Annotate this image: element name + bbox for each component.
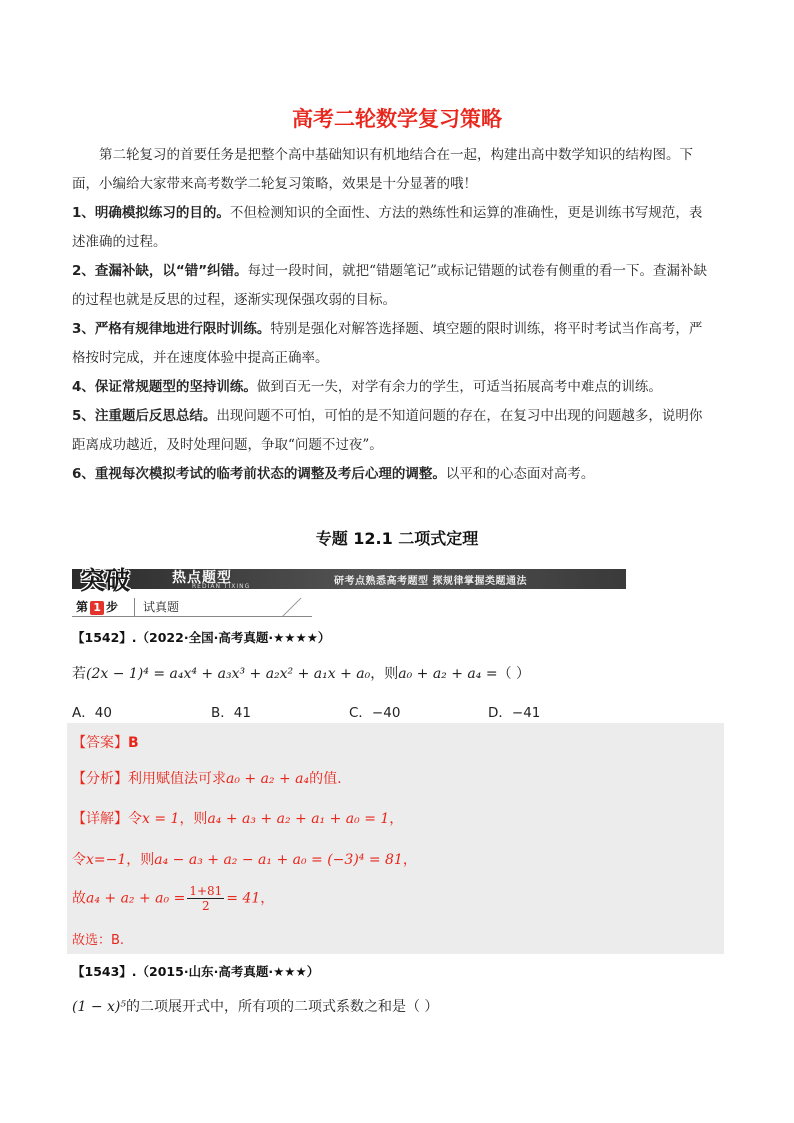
answer-value: B <box>128 735 139 751</box>
detail-line-2: 令x=−1，则a₄ − a₃ + a₂ − a₁ + a₀ = (−3)⁴ = 81， <box>72 852 417 868</box>
strategy-item-2-cont: 的过程也就是反思的过程，逐渐实现保强攻弱的目标。 <box>72 292 396 308</box>
strategy-item-1: 1、明确模拟练习的目的。不但检测知识的全面性、方法的熟练性和运算的准确性，更是训练书写规范，表 <box>72 205 703 221</box>
strategy-item-4: 4、保证常规题型的坚持训练。做到百无一失，对学有余力的学生，可适当拓展高考中难点的训练。 <box>72 379 662 395</box>
problem-1-equation: (2x − 1)⁴ = a₄x⁴ + a₃x³ + a₂x² + a₁x + a₀ <box>86 666 371 682</box>
step-divider <box>272 598 312 616</box>
choice-c: C．−40 <box>349 705 401 721</box>
problem-1-ask: a₀ + a₂ + a₄ = <box>398 666 498 682</box>
step-number-badge: 1 <box>90 601 104 615</box>
answer-box <box>67 723 724 954</box>
choice-d: D．−41 <box>488 705 541 721</box>
conclusion-line: 故选：B. <box>72 933 125 948</box>
strategy-item-2: 2、查漏补缺，以“错”纠错。每过一段时间，就把“错题笔记”或标记错题的试卷有侧重的看一下。查漏补缺 <box>72 263 707 279</box>
strategy-item-6: 6、重视每次模拟考试的临考前状态的调整及考后心理的调整。以平和的心态面对高考。 <box>72 466 595 482</box>
detail-tag: 【详解】 <box>72 811 128 827</box>
answer-tag: 【答案】 <box>72 735 128 751</box>
strategy-item-5: 5、注重题后反思总结。出现问题不可怕，可怕的是不知道问题的存在，在复习中出现的问题越多，说明你 <box>72 408 703 424</box>
hot-topics-banner <box>72 565 626 595</box>
detail-line-3: 故a₄ + a₂ + a₀ = $\frac{1+81}{2}$ = 41， <box>72 884 275 913</box>
problem-1-heading: 【1542】.（2022·全国·高考真题·★★★★） <box>72 630 331 645</box>
intro-paragraph <box>72 141 724 199</box>
strategy-list <box>72 199 724 489</box>
analysis-line: 【分析】利用赋值法可求a₀ + a₂ + a₄的值. <box>72 771 342 787</box>
banner-pinyin: REDIAN TIXING <box>192 583 251 590</box>
step-header <box>72 598 312 617</box>
strategy-item-5-cont: 距离成功越近，及时处理问题，争取“问题不过夜”。 <box>72 437 383 453</box>
problem-2-stem: (1 − x)⁵的二项展开式中，所有项的二项式系数之和是（ ） <box>72 999 439 1015</box>
fraction: $\frac{1+81}{2}$ <box>189 884 223 913</box>
choice-b: B．41 <box>211 705 251 721</box>
strategy-item-3-cont: 格按时完成，并在速度体验中提高正确率。 <box>72 350 329 366</box>
banner-big-text: 突破 <box>80 566 131 595</box>
page-title: 高考二轮数学复习策略 <box>292 107 502 131</box>
strategy-item-1-cont: 述准确的过程。 <box>72 234 167 250</box>
problem-1-stem: 若(2x − 1)⁴ = a₄x⁴ + a₃x³ + a₂x² + a₁x + a₀，则a₀ + a₂ + a₄ =（ ） <box>72 666 531 682</box>
intro-line-2: 面，小编给大家带来高考数学二轮复习策略，效果是十分显著的哦！ <box>72 176 477 192</box>
section-title: 专题 12.1 二项式定理 <box>315 529 479 548</box>
step-tab: 第 1 步 <box>76 600 119 614</box>
problem-2-heading: 【1543】.（2015·山东·高考真题·★★★） <box>72 964 320 979</box>
answer-line <box>72 732 139 752</box>
detail-line-1: 【详解】令x = 1，则a₄ + a₃ + a₂ + a₁ + a₀ = 1， <box>72 811 404 827</box>
analysis-tag: 【分析】 <box>72 771 128 787</box>
intro-line-1: 第二轮复习的首要任务是把整个高中基础知识有机地结合在一起，构建出高中数学知识的结构图。下 <box>99 147 693 163</box>
banner-slogan: 研考点熟悉高考题型 探规律掌握类题通法 <box>334 576 527 587</box>
banner-hot-text: 热点题型 <box>172 570 232 586</box>
choice-a: A．40 <box>72 705 112 721</box>
problem-2-equation: (1 − x)⁵ <box>72 999 126 1015</box>
step-label: 试真题 <box>134 598 179 616</box>
strategy-item-3: 3、严格有规律地进行限时训练。特别是强化对解答选择题、填空题的限时训练，将平时考试当作高考，严 <box>72 321 703 337</box>
